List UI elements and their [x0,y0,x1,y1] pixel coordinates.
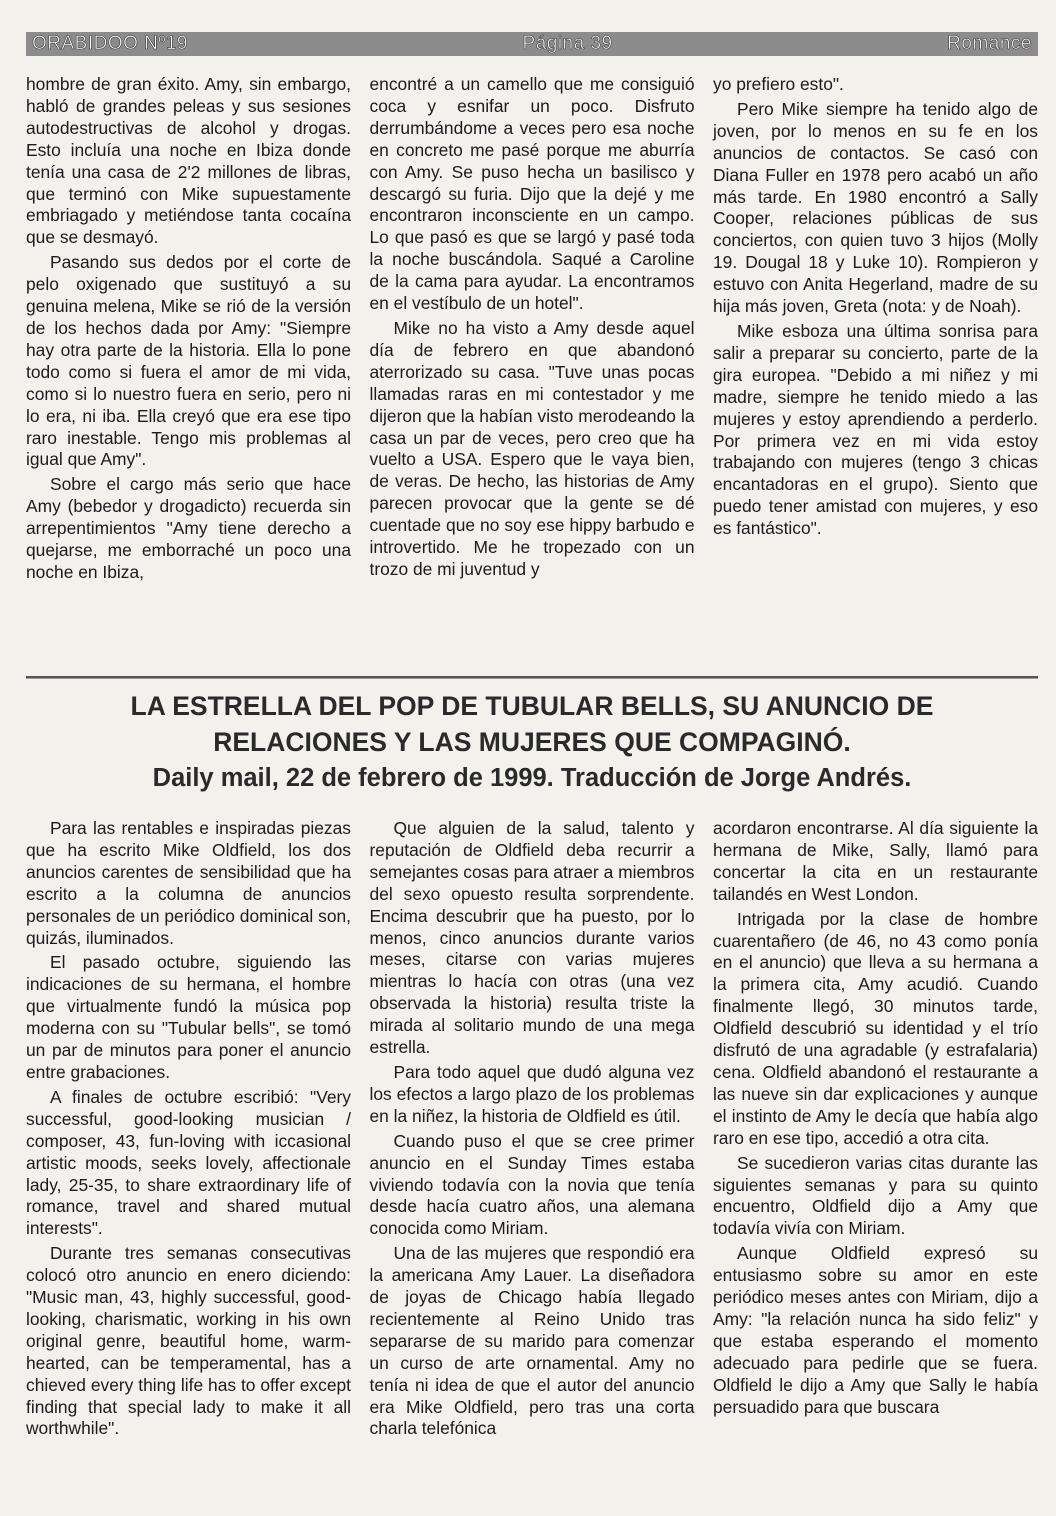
paragraph: Pasando sus dedos por el corte de pelo oxigenado que sustituyó a su genuina melena, Mike se rió de la versión de los hechos dada por Amy: "Siempre hay otra parte de la historia. Ella lo pone todo como si fuera el amor de mi vida, como si lo nuestro fuera en serio, pero ni lo era, ni iba. Ella creyó que era ese tipo raro inestable. Tengo mis problemas al igual que Amy". [26,252,351,470]
top-column-1 [26,74,351,666]
bottom-article [26,818,1038,1508]
paragraph: acordaron encontrarse. Al día siguiente la hermana de Mike, Sally, llamó para concertar la cita en un restaurante tailandés en West London. [713,818,1038,904]
paragraph: Intrigada por la clase de hombre cuarentañero (de 46, no 43 como ponía en el anuncio) que lleva a su hermana a la primera cita, Amy acudió. Cuando finalmente llegó, 30 minutos tarde, Oldfield descubrió su identidad y el trío disfrutó de una agradable (y estrafalaria) cena. Oldfield abandonó el restaurante a las nueve sin dar explicaciones y aunque el instinto de Amy le decía que había algo raro en ese tipo, accedió a otra cita. [713,908,1038,1148]
headline-line-1: LA ESTRELLA DEL POP DE TUBULAR BELLS, SU ANUNCIO DE [130,691,934,721]
paragraph: El pasado octubre, siguiendo las indicaciones de su hermana, el hombre que virtualmente fundó la música pop moderna con su "Tubular bells", se tomó un par de minutos para poner el anuncio entre grabaciones. [26,952,351,1082]
paragraph: Pero Mike siempre ha tenido algo de joven, por lo menos en su fe en los anuncios de contactos. Se casó con Diana Fuller en 1978 pero acabó un año más tarde. En 1980 encontró a Sally Cooper, relaciones públicas de sus conciertos, con quien tuvo 3 hijos (Molly 19. Dougal 18 y Luke 10). Rompieron y estuvo con Anita Hegerland, madre de su hija más joven, Greta (nota: y de Noah). [713,98,1038,317]
top-article [26,74,1038,666]
paragraph: Aunque Oldfield expresó su entusiasmo sobre su amor en este periódico meses antes con Miriam, dijo a Amy: "la relación nunca ha sido feliz" y que estaba esperando el momento adecuado para pedirle que se fuera. Oldfield le dijo a Amy que Sally le había persuadido para que buscara [713,1243,1038,1417]
paragraph: Mike esboza una última sonrisa para salir a preparar su concierto, parte de la gira europea. "Debido a mi niñez y mi madre, siempre he tenido miedo a las mujeres y estoy aprendiendo a perderlo. Por primera vez en mi vida estoy trabajando con mujeres (tengo 3 chicas encantadoras en el grupo). Siento que puedo tener amistad con mujeres, y eso es fantástico". [713,320,1038,539]
article-headline [26,688,1038,796]
top-column-3 [713,74,1038,666]
bottom-column-3 [713,818,1038,1508]
bottom-column-2 [370,818,695,1508]
paragraph: Mike no ha visto a Amy desde aquel día de febrero en que abandonó aterrorizado su casa. "Tuve unas pocas llamadas raras en mi contestador y me dijeron que la habían visto merodeando la casa un par de veces, pero creo que ha vuelto a USA. Espero que le vaya bien, de veras. De hecho, las historias de Amy parecen provocar que la gente se dé cuentade que no soy ese hippy barbudo e introvertido. Me he tropezado con un trozo de mi juventud y [369,317,695,579]
paragraph: Se sucedieron varias citas durante las siguientes semanas y para su quinto encuentro, Oldfield dijo a Amy que todavía vivía con Miriam. [713,1152,1038,1239]
paragraph: yo prefiero esto". [713,74,844,94]
section-name: Romance [947,33,1032,54]
paragraph: Para las rentables e inspiradas piezas que ha escrito Mike Oldfield, los dos anuncios carentes de sensibilidad que ha escrito a la columna de anuncios personales de un periódico dominical son, quizás, iluminados. [26,818,351,948]
headline-source: Daily mail, 22 de febrero de 1999. Traducción de Jorge Andrés. [152,764,912,792]
section-divider [26,676,1038,679]
top-column-2 [370,74,695,666]
headline-line-2: RELACIONES Y LAS MUJERES QUE COMPAGINÓ. [213,727,851,757]
paragraph: A finales de octubre escribió: "Very successful, good-looking musician / composer, 43, fun-loving with iccasional artistic moods, seeks lovely, affectionale lady, 25-35, to share extraordinary life of romance, travel and shared mutual interests". [26,1086,351,1239]
paragraph: Que alguien de la salud, talento y reputación de Oldfield deba recurrir a semejantes cosas para atraer a miembros del sexo opuesto resulta sorprendente. Encima descubrir que ha puesto, por lo menos, cinco anuncios durante varios meses, citarse con varias mujeres mientras lo hacía con otras (una vez observada la historia) resulta triste la mirada al solitario mundo de una mega estrella. [369,818,695,1058]
paragraph: Una de las mujeres que respondió era la americana Amy Lauer. La diseñadora de joyas de Chicago había llegado recientemente al Reino Unido tras separarse de su marido para comenzar un curso de arte ornamental. Amy no tenía ni idea de que el autor del anuncio era Mike Oldfield, pero tras una corta charla telefónica [369,1243,695,1439]
paragraph: encontré a un camello que me consiguió coca y esnifar un poco. Disfruto derrumbándome a veces pero esa noche en concreto me pasé porque me aburría con Amy. Se puso hecha un basilisco y descargó su furia. Dijo que la dejé y me encontraron inconsciente en un campo. Lo que pasó es que se largó y pasé toda la noche buscándola. Saqué a Caroline de la cama para ayudar. La encontramos en el vestíbulo de un hotel". [369,74,695,314]
paragraph: Durante tres semanas consecutivas colocó otro anuncio en enero diciendo: "Music man, 43, highly successful, good-looking, charismatic, working in his own original genre, beautiful home, warm-hearted, can be temperamental, has a chieved every thing life has to offer except finding that special lady to make it all worthwhile". [26,1243,351,1439]
page-header [26,32,1038,56]
page-number: Página 39 [522,33,613,54]
paragraph: Para todo aquel que dudó alguna vez los efectos a largo plazo de los problemas en la niñez, la historia de Oldfield es útil. [369,1061,695,1126]
bottom-column-1 [26,818,351,1508]
magazine-issue: ORABIDOO Nº19 [32,33,188,54]
paragraph: hombre de gran éxito. Amy, sin embargo, habló de grandes peleas y sus sesiones autodestructivas de alcohol y drogas. Esto incluía una noche en Ibiza donde tenía una casa de 2'2 millones de libras, que terminó con Mike supuestamente embriagado y metiéndose tanta cocaína que se desmayó. [26,74,351,248]
paragraph: Sobre el cargo más serio que hace Amy (bebedor y drogadicto) recuerda sin arrepentimientos "Amy tiene derecho a quejarse, me emborraché un poco una noche en Ibiza, [26,474,351,582]
paragraph: Cuando puso el que se cree primer anuncio en el Sunday Times estaba viviendo todavía con la novia que tenía desde hacía cuatro años, una alemana conocida como Miriam. [369,1130,695,1239]
